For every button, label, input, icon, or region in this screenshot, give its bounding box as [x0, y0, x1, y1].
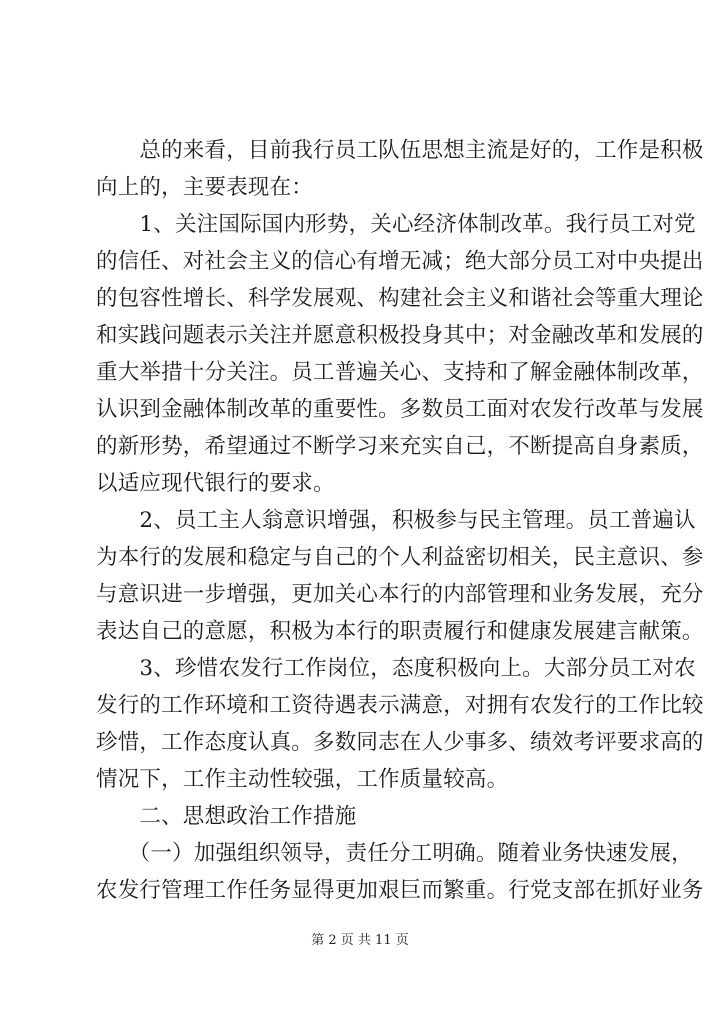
page-footer: 第 2 页 共 11 页 — [311, 933, 409, 948]
body-line: 为本行的发展和稳定与自己的个人利益密切相关，民主意识、参 — [96, 545, 704, 570]
body-line: 的新形势，希望通过不断学习来充实自己，不断提高自身素质， — [96, 434, 704, 459]
body-line: 情况下，工作主动性较强，工作质量较高。 — [96, 767, 509, 792]
body-line: 的信任、对社会主义的信心有增无减；绝大部分员工对中央提出 — [96, 249, 704, 274]
body-line: 珍惜，工作态度认真。多数同志在人少事多、绩效考评要求高的 — [96, 730, 704, 755]
body-line: 与意识进一步增强，更加关心本行的内部管理和业务发展，充分 — [96, 582, 704, 607]
body-line: 总的来看，目前我行员工队伍思想主流是好的，工作是积极 — [96, 138, 704, 163]
body-line: 农发行管理工作任务显得更加艰巨而繁重。行党支部在抓好业务 — [96, 878, 704, 903]
body-line: 1、关注国际国内形势，关心经济体制改革。我行员工对党 — [96, 212, 696, 237]
body-line: 以适应现代银行的要求。 — [96, 471, 335, 496]
body-line: 认识到金融体制改革的重要性。多数员工面对农发行改革与发展 — [96, 397, 704, 422]
body-line: 发行的工作环境和工资待遇表示满意，对拥有农发行的工作比较 — [96, 693, 704, 718]
body-line: 的包容性增长、科学发展观、构建社会主义和谐社会等重大理论 — [96, 286, 704, 311]
body-line: 表达自己的意愿，积极为本行的职责履行和健康发展建言献策。 — [96, 619, 704, 644]
section-heading: 二、思想政治工作措施 — [96, 804, 357, 829]
body-line: 和实践问题表示关注并愿意积极投身其中；对金融改革和发展的 — [96, 323, 704, 348]
body-line: 3、珍惜农发行工作岗位，态度积极向上。大部分员工对农 — [96, 656, 696, 681]
body-line: 重大举措十分关注。员工普遍关心、支持和了解金融体制改革， — [96, 360, 704, 385]
body-line: （一）加强组织领导，责任分工明确。随着业务快速发展， — [96, 841, 693, 866]
body-line: 2、员工主人翁意识增强，积极参与民主管理。员工普遍认 — [96, 508, 696, 533]
body-line: 向上的，主要表现在： — [96, 175, 314, 200]
